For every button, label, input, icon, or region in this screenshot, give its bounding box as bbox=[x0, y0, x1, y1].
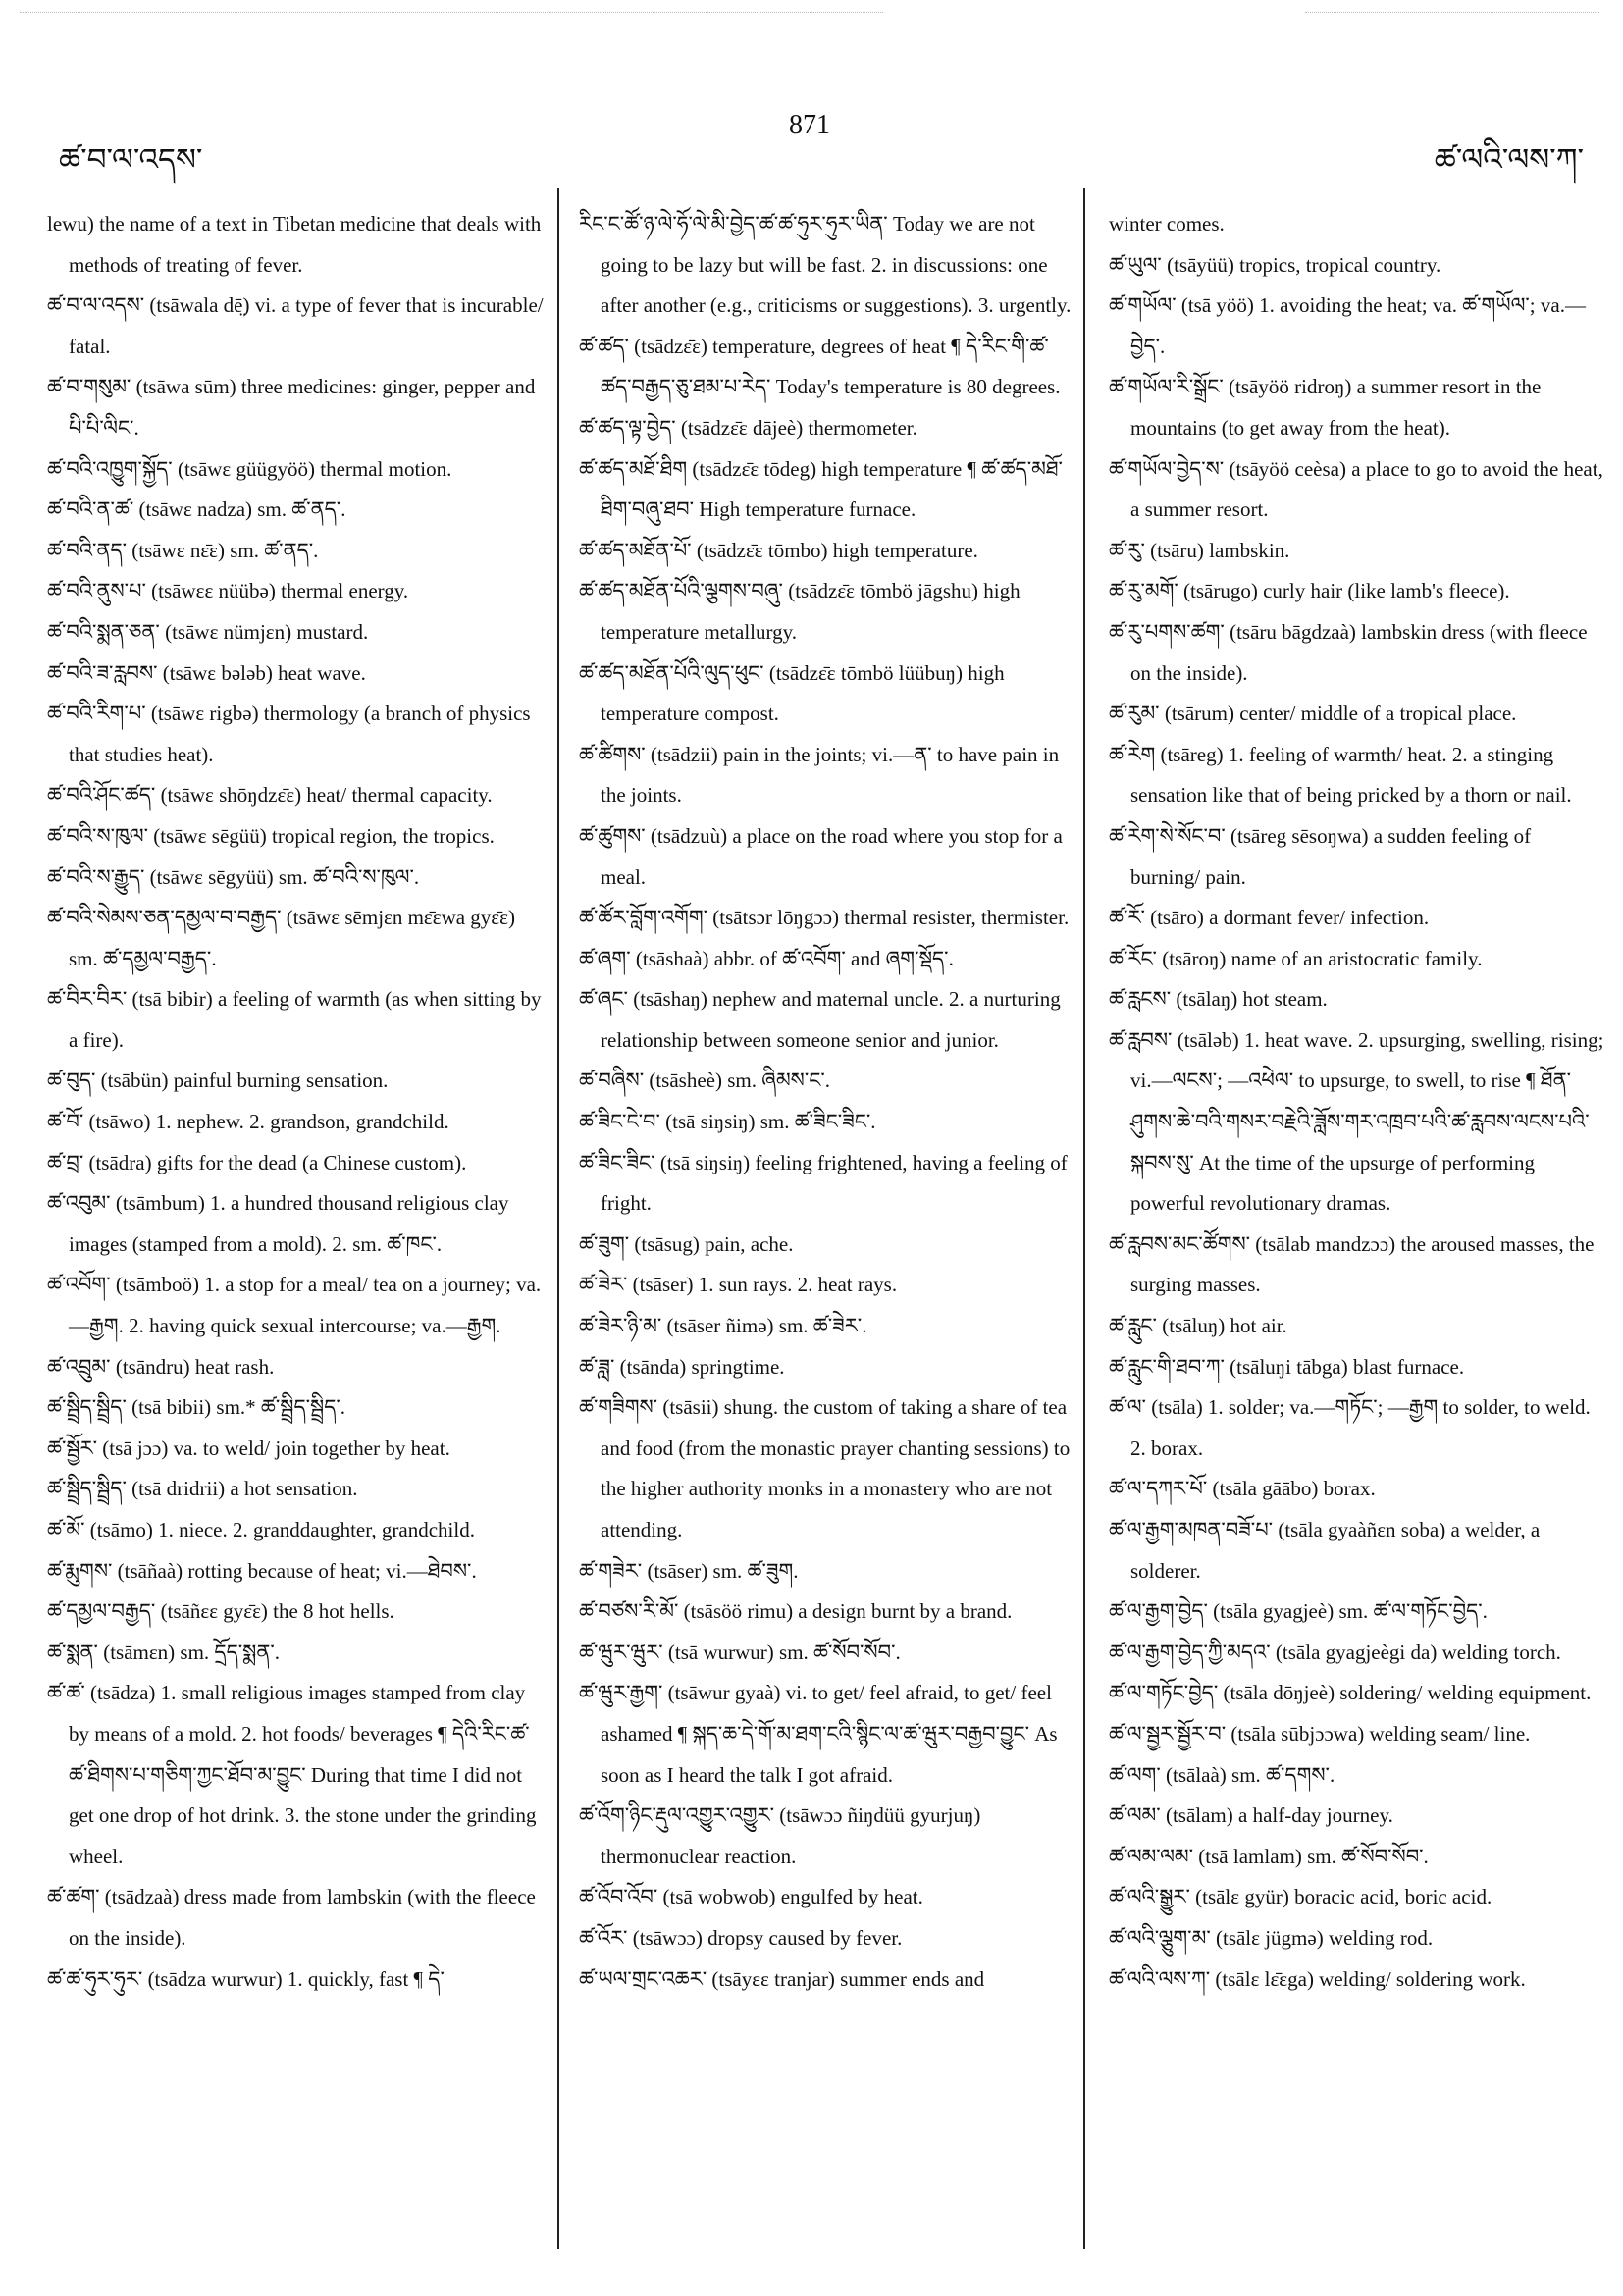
dictionary-entry: winter comes. bbox=[1109, 212, 1225, 235]
dictionary-entry: ཚ་ཟླ་ (tsānda) springtime. bbox=[579, 1354, 785, 1379]
dictionary-entry: ཚ་བཞིས་ (tsāsheè) sm. ཞིམས་ང་. bbox=[579, 1069, 831, 1093]
dictionary-entry: ཚ་གཟིགས་ (tsāsii) shung. the custom of taking a share of tea and food (from the monastic prayer chanting sessions) to the higher authority monks in a monastery who are not attending. bbox=[579, 1395, 1071, 1541]
dictionary-entry: ཚ་གཡོལ་ (tsā yöö) 1. avoiding the heat; va. ཚ་གཡོལ་; va.—བྱེད་. bbox=[1109, 293, 1586, 358]
dictionary-entry: ཚ་ལ་ (tsāla) 1. solder; va.—གཏོང་; —རྒྱག to solder, to weld. 2. borax. bbox=[1109, 1395, 1591, 1460]
dictionary-entry: ཚ་བའི་ས་རྒྱུད་ (tsāwɛ sēgyüü) sm. ཚ་བའི་ས་ཁུལ་. bbox=[47, 864, 420, 889]
dictionary-entry: ཚ་རུ་ (tsāru) lambskin. bbox=[1109, 538, 1290, 562]
dictionary-entry: ཚ་བའི་ན་ཚ་ (tsāwɛ nadza) sm. ཚ་ནད་. bbox=[47, 497, 346, 522]
dictionary-entry: ཚ་བའི་རིག་པ་ (tsāwɛ rigbə) thermology (a branch of physics that studies heat). bbox=[47, 702, 531, 766]
dictionary-entry: ཚ་བོ་ (tsāwo) 1. nephew. 2. grandson, grandchild. bbox=[47, 1110, 449, 1134]
dictionary-entry: ཚ་བའི་ཤོང་ཚད་ (tsāwɛ shōŋdzɛ̄ɛ) heat/ thermal capacity. bbox=[47, 783, 493, 808]
dictionary-entry: ཚ་ལ་གཏོང་བྱེད་ (tsāla dōŋjeè) soldering/ welding equipment. bbox=[1109, 1681, 1592, 1705]
dictionary-entry: ཚ་བའི་སེམས་ཅན་དམྱལ་བ་བརྒྱད་ (tsāwɛ sēmjɛn mɛ̄ɛwa gyɛ̄ɛ) sm. ཚ་དམྱལ་བརྒྱད་. bbox=[47, 906, 515, 970]
header-left-guide-word: ཚ་བ་ལ་འདས་ bbox=[59, 142, 203, 177]
dictionary-entry: ཚ་བའི་འཁྱུག་སྐྱོད་ (tsāwɛ güügyöö) thermal motion. bbox=[47, 456, 452, 481]
dictionary-entry: ཚ་འབྲུམ་ (tsāndru) heat rash. bbox=[47, 1354, 275, 1379]
dictionary-entry: ཚ་ཟིང་ཟིང་ (tsā siŋsiŋ) feeling frightened, having a feeling of fright. bbox=[579, 1150, 1068, 1216]
dictionary-entry: ཚ་རླུང་གི་ཐབ་ཀ་ (tsāluŋi tābga) blast furnace. bbox=[1109, 1354, 1465, 1379]
dictionary-entry: ཚ་སྦྲིད་སྦྲིད་ (tsā dridrii) a hot sensation. bbox=[47, 1477, 358, 1501]
dictionary-entry: ཚ་མོ་ (tsāmo) 1. niece. 2. granddaughter, grandchild. bbox=[47, 1518, 475, 1541]
dictionary-entry: ཚ་ལག་ (tsālaà) sm. ཚ་དགས་. bbox=[1109, 1762, 1335, 1787]
dictionary-entry: ཚ་ལའི་ལྕུག་མ་ (tsālɛ jügmə) welding rod. bbox=[1109, 1925, 1434, 1950]
dictionary-entry: ཚ་ཡལ་གྲང་འཆར་ (tsāyɛɛ tranjar) summer ends and bbox=[579, 1966, 985, 1991]
dictionary-entry: ཚ་ལ་སྦྱར་སྦྱོར་བ་ (tsāla sūbjɔɔwa) welding seam/ line. bbox=[1109, 1721, 1531, 1746]
dictionary-entry: ཚ་ཟུག་ (tsāsug) pain, ache. bbox=[579, 1231, 794, 1256]
dictionary-entry: ཚ་ཚད་མཐོན་པོའི་ལུད་ཕུང་ (tsādzɛ̄ɛ tōmbö lüübuŋ) high temperature compost. bbox=[579, 660, 1005, 726]
dictionary-entry: ཚ་རླུང་ (tsāluŋ) hot air. bbox=[1109, 1314, 1287, 1338]
dictionary-entry: ཚ་རུ་མགོ་ (tsārugo) curly hair (like lamb's fleece). bbox=[1109, 579, 1510, 603]
dictionary-entry: ཚ་རོང་ (tsāroŋ) name of an aristocratic family. bbox=[1109, 946, 1483, 970]
dictionary-entry: ཚ་བའི་ནད་ (tsāwɛ nɛ̄ɛ) sm. ཚ་ནད་. bbox=[47, 538, 319, 562]
dictionary-entry: ཚ་བིར་བིར་ (tsā bibir) a feeling of warmth (as when sitting by a fire). bbox=[47, 987, 542, 1052]
dictionary-entry: ཚ་འོག་ཉིང་རྡུལ་འགྱུར་འགྱུར་ (tsāwɔɔ ñiŋdüü gyurjuŋ) thermonuclear reaction. bbox=[579, 1803, 981, 1868]
dictionary-entry: ཚ་རེག (tsāreg) 1. feeling of warmth/ heat. 2. a stinging sensation like that of being pricked by a thorn or nail. bbox=[1109, 742, 1572, 808]
dictionary-entry: ཚ་རོ་ (tsāro) a dormant fever/ infection. bbox=[1109, 906, 1430, 930]
dictionary-entry: ཚ་ཚད་ལྟ་བྱེད་ (tsādzɛ̄ɛ dājeè) thermometer. bbox=[579, 415, 917, 440]
dictionary-entry: ཚ་ཚིགས་ (tsādzii) pain in the joints; vi.—ན་ to have pain in the joints. bbox=[579, 742, 1060, 808]
dictionary-entry: ཚ་བའི་ནུས་པ་ (tsāwɛɛ nüübə) thermal energy. bbox=[47, 579, 409, 603]
dictionary-entry: ཚ་ལམ་ (tsālam) a half-day journey. bbox=[1109, 1803, 1393, 1828]
dictionary-entry: ཚ་རེག་སེ་སོང་བ་ (tsāreg sēsoŋwa) a sudden feeling of burning/ pain. bbox=[1109, 823, 1532, 889]
column-2 bbox=[579, 204, 1074, 2255]
column-1 bbox=[47, 204, 548, 2255]
dictionary-entry: ཚ་ཚུགས་ (tsādzuù) a place on the road where you stop for a meal. bbox=[579, 823, 1063, 889]
column-3 bbox=[1109, 204, 1604, 2255]
scan-guide-line-right bbox=[1305, 12, 1599, 13]
dictionary-entry: ཚ་བཙས་རི་མོ་ (tsāsöö rimu) a design burnt by a brand. bbox=[579, 1599, 1013, 1624]
dictionary-entry: རིང་ང་ཚོ་ཉ་ལེ་ཧོ་ལེ་མི་བྱེད་ཚ་ཚ་ཧུར་ཧུར་ཡིན་ Today we are not going to be lazy but will be fast. 2. in discussions: one after another (e.g., criticisms or suggestions). 3. urgently. bbox=[579, 212, 1072, 318]
dictionary-entry: ཚ་ཚད་མཐོན་པོའི་ལྕགས་བཞུ་ (tsādzɛ̄ɛ tōmbö jāgshu) high temperature metallurgy. bbox=[579, 579, 1021, 644]
dictionary-entry: ཚ་རུ་པགས་ཚག་ (tsāru bāgdzaà) lambskin dress (with fleece on the inside). bbox=[1109, 619, 1588, 685]
dictionary-entry: ཚ་ཝུར་རྒྱག་ (tsāwur gyaà) vi. to get/ feel afraid, to get/ feel ashamed ¶ སྐད་ཆ་དེ་གོ་མ་ཐག་ངའི་སྙིང་ལ་ཚ་ཝུར་བརྒྱབ་བྱུང་ As soon as I heard the talk I got afraid. bbox=[579, 1681, 1058, 1787]
dictionary-entry: ཚ་ལ་རྒྱག་མཁན་བཟོ་པ་ (tsāla gyaàñɛn soba) a welder, a solderer. bbox=[1109, 1518, 1541, 1583]
page-number: 871 bbox=[789, 110, 830, 140]
dictionary-entry: ཚ་ཞག་ (tsāshaà) abbr. of ཚ་འབོག་ and ཞག་སྡོད་. bbox=[579, 946, 954, 970]
dictionary-entry: ཚ་སྦྱོར་ (tsā jɔɔ) va. to weld/ join together by heat. bbox=[47, 1435, 450, 1460]
dictionary-entry: ཚ་སྦྲིད་སྦྲིད་ (tsā bibii) sm.* ཚ་སྦྲིད་སྦྲིད་. bbox=[47, 1395, 346, 1420]
dictionary-entry: ཚ་བ་ལ་འདས་ (tsāwala dē̤) vi. a type of fever that is incurable/ fatal. bbox=[47, 293, 544, 358]
dictionary-entry: ཚ་ཚད་མཐོན་པོ་ (tsādzɛ̄ɛ tōmbo) high temperature. bbox=[579, 538, 978, 562]
header-right-guide-word: ཚ་ལའི་ལས་ཀ་ bbox=[1434, 142, 1584, 177]
dictionary-entry: ཚ་འོར་ (tsāwɔɔ) dropsy caused by fever. bbox=[579, 1925, 903, 1950]
dictionary-entry: ཚ་ཟེར་ (tsāser) 1. sun rays. 2. heat rays. bbox=[579, 1273, 898, 1297]
column-rule bbox=[557, 188, 559, 2249]
dictionary-entry: ཚ་བའི་ཟ་རླབས་ (tsāwɛ bələb) heat wave. bbox=[47, 660, 366, 685]
dictionary-entry: ཚ་ཚད་མཐོ་ཐིག (tsādzɛ̄ɛ tōdeg) high temperature ¶ ཚ་ཚད་མཐོ་ཐིག་བཞུ་ཐབ་ High temperature furnace. bbox=[579, 456, 1063, 522]
dictionary-entry: ཚ་ཚོར་བློག་འགོག་ (tsātsɔr lōŋgɔɔ) thermal resister, thermister. bbox=[579, 906, 1070, 930]
dictionary-entry: ཚ་ཟེར་ཉི་མ་ (tsāser ñimə) sm. ཚ་ཟེར་. bbox=[579, 1314, 867, 1338]
dictionary-entry: ཚ་ཚད་ (tsādzɛ̄ɛ) temperature, degrees of heat ¶ དེ་རིང་གི་ཚ་ཚད་བརྒྱད་ཅུ་ཐམ་པ་རེད་ Today's temperature is 80 degrees. bbox=[579, 334, 1061, 399]
dictionary-entry: ཚ་སྨན་ (tsāmɛn) sm. དྲོད་སྨན་. bbox=[47, 1640, 280, 1664]
dictionary-entry: ཚ་ཟིང་ངེ་བ་ (tsā siŋsiŋ) sm. ཚ་ཟིང་ཟིང་. bbox=[579, 1110, 876, 1134]
dictionary-entry: ཚ་ལ་རྒྱག་བྱེད་ (tsāla gyagjeè) sm. ཚ་ལ་གཏོང་བྱེད་. bbox=[1109, 1599, 1488, 1624]
scan-guide-line-left bbox=[20, 12, 883, 13]
dictionary-entry: ཚ་ལའི་སྒྱུར་ (tsālɛ gyür) boracic acid, boric acid. bbox=[1109, 1885, 1492, 1909]
dictionary-entry: ཚ་ཝུར་ཝུར་ (tsā wurwur) sm. ཚ་སོབ་སོབ་. bbox=[579, 1640, 901, 1664]
dictionary-entry: ཚ་རླངས་ (tsālaŋ) hot steam. bbox=[1109, 987, 1328, 1012]
dictionary-entry: ཚ་ཚག་ (tsādzaà) dress made from lambskin (with the fleece on the inside). bbox=[47, 1885, 536, 1950]
dictionary-entry: ཚ་གཡོལ་རི་སྒྲོང་ (tsāyöö ridroŋ) a summer resort in the mountains (to get away from the heat). bbox=[1109, 375, 1542, 440]
dictionary-entry: ཚ་རླབས་མང་ཚོགས་ (tsālab mandzɔɔ) the aroused masses, the surging masses. bbox=[1109, 1231, 1595, 1297]
dictionary-entry: ཚ་རུམ་ (tsārum) center/ middle of a tropical place. bbox=[1109, 702, 1517, 726]
dictionary-entry: ཚ་ལ་དཀར་པོ་ (tsāla gāābo) borax. bbox=[1109, 1477, 1376, 1501]
dictionary-entry: ཚ་རླབས་ (tsāləb) 1. heat wave. 2. upsurging, swelling, rising; vi.—ལངས་; —འཕེལ་ to upsurge, to swell, to rise ¶ ཐོན་ཤུགས་ཆེ་བའི་གསར་བརྗེའི་ཟློས་གར་འཁྲབ་པའི་ཚ་རླབས་ལངས་པའི་སྐབས་སུ་ At the time of the upsurge of performing powerful revolutionary dramas. bbox=[1109, 1027, 1604, 1216]
dictionary-entry: ཚ་འབོག་ (tsāmboö) 1. a stop for a meal/ tea on a journey; va.—རྒྱག. 2. having quick sexual intercourse; va.—རྒྱག. bbox=[47, 1273, 542, 1338]
dictionary-entry: ཚ་དམྱལ་བརྒྱད་ (tsāñɛɛ gyɛ̄ɛ) the 8 hot hells. bbox=[47, 1599, 394, 1624]
dictionary-entry: ཚ་འབུམ་ (tsāmbum) 1. a hundred thousand religious clay images (stamped from a mold). 2. sm. ཚ་ཁང་. bbox=[47, 1191, 509, 1256]
dictionary-entry: ཚ་འོབ་འོབ་ (tsā wobwob) engulfed by heat. bbox=[579, 1885, 923, 1909]
dictionary-entry: ཚ་ལའི་ལས་ཀ་ (tsālɛ lɛ̄ɛga) welding/ soldering work. bbox=[1109, 1966, 1526, 1991]
column-rule bbox=[1083, 188, 1085, 2249]
dictionary-entry: ཚ་ལམ་ལམ་ (tsā lamlam) sm. ཚ་སོབ་སོབ་. bbox=[1109, 1844, 1429, 1868]
dictionary-entry: ཚ་ལ་རྒྱག་བྱེད་ཀྱི་མདའ་ (tsāla gyagjeègi da) welding torch. bbox=[1109, 1640, 1561, 1664]
dictionary-entry: ཚ་བའི་སྨན་ཅན་ (tsāwɛ nümjɛn) mustard. bbox=[47, 619, 369, 644]
dictionary-entry: ཚ་བྲ་ (tsādra) gifts for the dead (a Chinese custom). bbox=[47, 1150, 467, 1174]
dictionary-entry: ཚ་བ་གསུམ་ (tsāwa sūm) three medicines: ginger, pepper and པི་པི་ལིང་. bbox=[47, 375, 536, 440]
dictionary-entry: lewu) the name of a text in Tibetan medicine that deals with methods of treating of fever. bbox=[47, 212, 542, 277]
dictionary-entry: ཚ་ཡུལ་ (tsāyüü) tropics, tropical country. bbox=[1109, 252, 1441, 277]
dictionary-entry: ཚ་ཞང་ (tsāshaŋ) nephew and maternal uncle. 2. a nurturing relationship between someone senior and junior. bbox=[579, 987, 1061, 1052]
dictionary-entry: ཚ་གཟེར་ (tsāser) sm. ཚ་ཟུག. bbox=[579, 1558, 799, 1583]
dictionary-entry: ཚ་བའི་ས་ཁུལ་ (tsāwɛ sēgüü) tropical region, the tropics. bbox=[47, 823, 495, 848]
dictionary-entry: ཚ་རྨུགས་ (tsāñaà) rotting because of heat; vi.—ཐེབས་. bbox=[47, 1558, 477, 1583]
dictionary-entry: ཚ་བུད་ (tsābün) painful burning sensation. bbox=[47, 1069, 389, 1093]
dictionary-entry: ཚ་ཚ་ (tsādza) 1. small religious images stamped from clay by means of a mold. 2. hot foods/ beverages ¶ དེའི་རིང་ཚ་ཚ་ཐིགས་པ་གཅིག་ཀྱང་ཐོབ་མ་བྱུང་ During that time I did not get one drop of hot drink. 3. the stone under the grinding wheel. bbox=[47, 1681, 537, 1868]
dictionary-entry: ཚ་ཚ་ཧུར་ཧུར་ (tsādza wurwur) 1. quickly, fast ¶ དེ་ bbox=[47, 1966, 445, 1991]
dictionary-entry: ཚ་གཡོལ་བྱེད་ས་ (tsāyöö ceèsa) a place to go to avoid the heat, a summer resort. bbox=[1109, 456, 1603, 522]
